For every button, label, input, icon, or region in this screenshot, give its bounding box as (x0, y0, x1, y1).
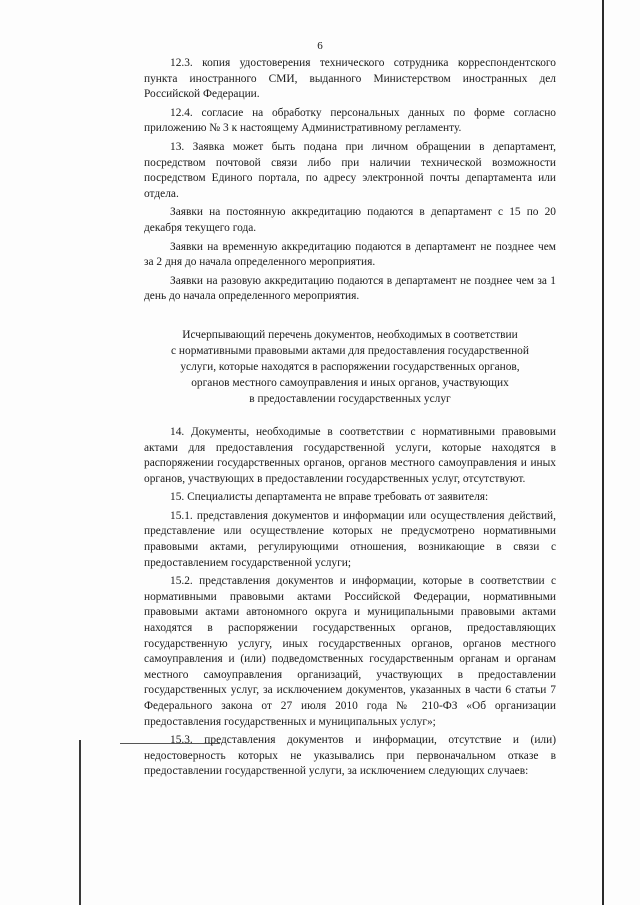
paragraph-15-1: 15.1. представления документов и информации или осуществления действий, представление или осуществление которых не предусмотрено нормативными правовыми актами, регулирующими отношения, возникающие в связи с предоставлением государственной услуги; (144, 509, 556, 569)
heading-line-2: с нормативными правовыми актами для предоставления государственной (171, 344, 529, 357)
paragraph-15-3: 15.3. представления документов и информации, отсутствие и (или) недостоверность которых не указывались при первоначальном отказе в предоставлении государственной услуги, за исключением следующих случаев: (144, 734, 556, 778)
scan-edge-right (602, 0, 604, 905)
heading-line-4: органов местного самоуправления и иных органов, участвующих (191, 376, 509, 389)
paragraph-15-2: 15.2. представления документов и информации, которые в соответствии с нормативными правовыми актами Российской Федерации, нормативными правовыми актами автономного округа и муниципальными правовыми актами находятся в распоряжении государственных органов, предоставляющих государственную услугу, иных государственных органов, органов местного самоуправления и (или) подведомственных государственным органам и органам местного самоуправления организаций, участвующих в предоставлении государственных услуг, за исключением документов, указанных в части 6 статьи 7 Федерального закона от 27 июля 2010 года № 210-ФЗ «Об организации предоставления государственных и муниципальных услуг»; (144, 575, 556, 728)
paragraph-13: 13. Заявка может быть подана при личном обращении в департамент, посредством почтовой связи либо при наличии технической возможности посредством Единого портала, по адресу электронной почты департамента или отдела. (144, 140, 556, 200)
paragraph-onetime-accreditation: Заявки на разовую аккредитацию подаются в департамент не позднее чем за 1 день до начала определенного мероприятия. (144, 274, 556, 303)
document-body (144, 56, 556, 780)
paragraph-12-3: 12.3. копия удостоверения технического сотрудника корреспондентского пункта иностранного СМИ, выданного Министерством иностранных дел Российской Федерации. (144, 57, 556, 101)
section-heading (144, 327, 556, 407)
scan-edge-left (79, 740, 81, 905)
heading-line-5: в предоставлении государственных услуг (249, 392, 451, 405)
heading-line-1: Исчерпывающий перечень документов, необходимых в соответствии (182, 328, 518, 341)
paragraph-permanent-accreditation: Заявки на постоянную аккредитацию подаются в департамент с 15 по 20 декабря текущего года. (144, 206, 556, 234)
paragraph-14: 14. Документы, необходимые в соответствии с нормативными правовыми актами для предоставления государственной услуги, которые находятся в распоряжении государственных органов, органов местного самоуправления и иных органов, участвующих в предоставлении государственных услуг, отсутствуют. (144, 425, 556, 485)
paragraph-temporary-accreditation: Заявки на временную аккредитацию подаются в департамент не позднее чем за 2 дня до начала определенного мероприятия. (144, 240, 556, 269)
paragraph-12-4: 12.4. согласие на обработку персональных данных по форме согласно приложению № 3 к настоящему Административному регламенту. (144, 106, 556, 135)
page-number: 6 (317, 40, 323, 52)
paragraph-15: 15. Специалисты департамента не вправе требовать от заявителя: (170, 491, 489, 504)
heading-line-3: услуги, которые находятся в распоряжении государственных органов, (180, 360, 520, 373)
